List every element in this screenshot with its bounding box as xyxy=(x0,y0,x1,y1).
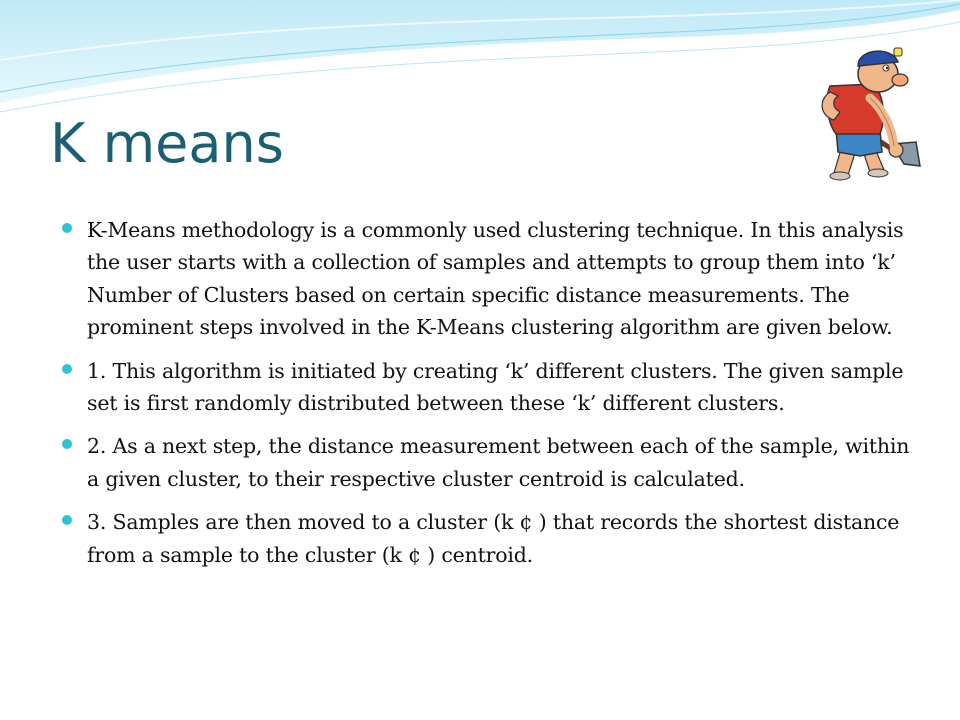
bullet-text: 1. This algorithm is initiated by creating ‘k’ different clusters. The given sample set is first randomly distributed between these ‘k’ different clusters. xyxy=(87,358,904,416)
miner-with-shovel-clipart xyxy=(800,38,925,183)
bullet-dot-icon xyxy=(62,223,72,233)
bullet-text: K-Means methodology is a commonly used clustering technique. In this analysis the user starts with a collection of samples and attempts to group them into ‘k’ Number of Clusters based on certain specific distance measurements. The prominent steps involved in the K-Means clustering algorithm are given below. xyxy=(87,218,904,340)
bullet-dot-icon xyxy=(62,439,72,449)
slide-title: K means xyxy=(50,112,284,175)
bullet-item xyxy=(62,506,922,571)
bullet-item xyxy=(62,214,922,344)
bullet-item xyxy=(62,355,922,420)
bullet-dot-icon xyxy=(62,515,72,525)
bullet-text: 3. Samples are then moved to a cluster (k ¢ ) that records the shortest distance from a sample to the cluster (k ¢ ) centroid. xyxy=(87,510,900,567)
bullet-dot-icon xyxy=(62,364,72,374)
bullet-item xyxy=(62,430,922,495)
bullet-list xyxy=(62,214,922,582)
bullet-text: 2. As a next step, the distance measurement between each of the sample, within a given cluster, to their respective cluster centroid is calculated. xyxy=(87,434,910,491)
